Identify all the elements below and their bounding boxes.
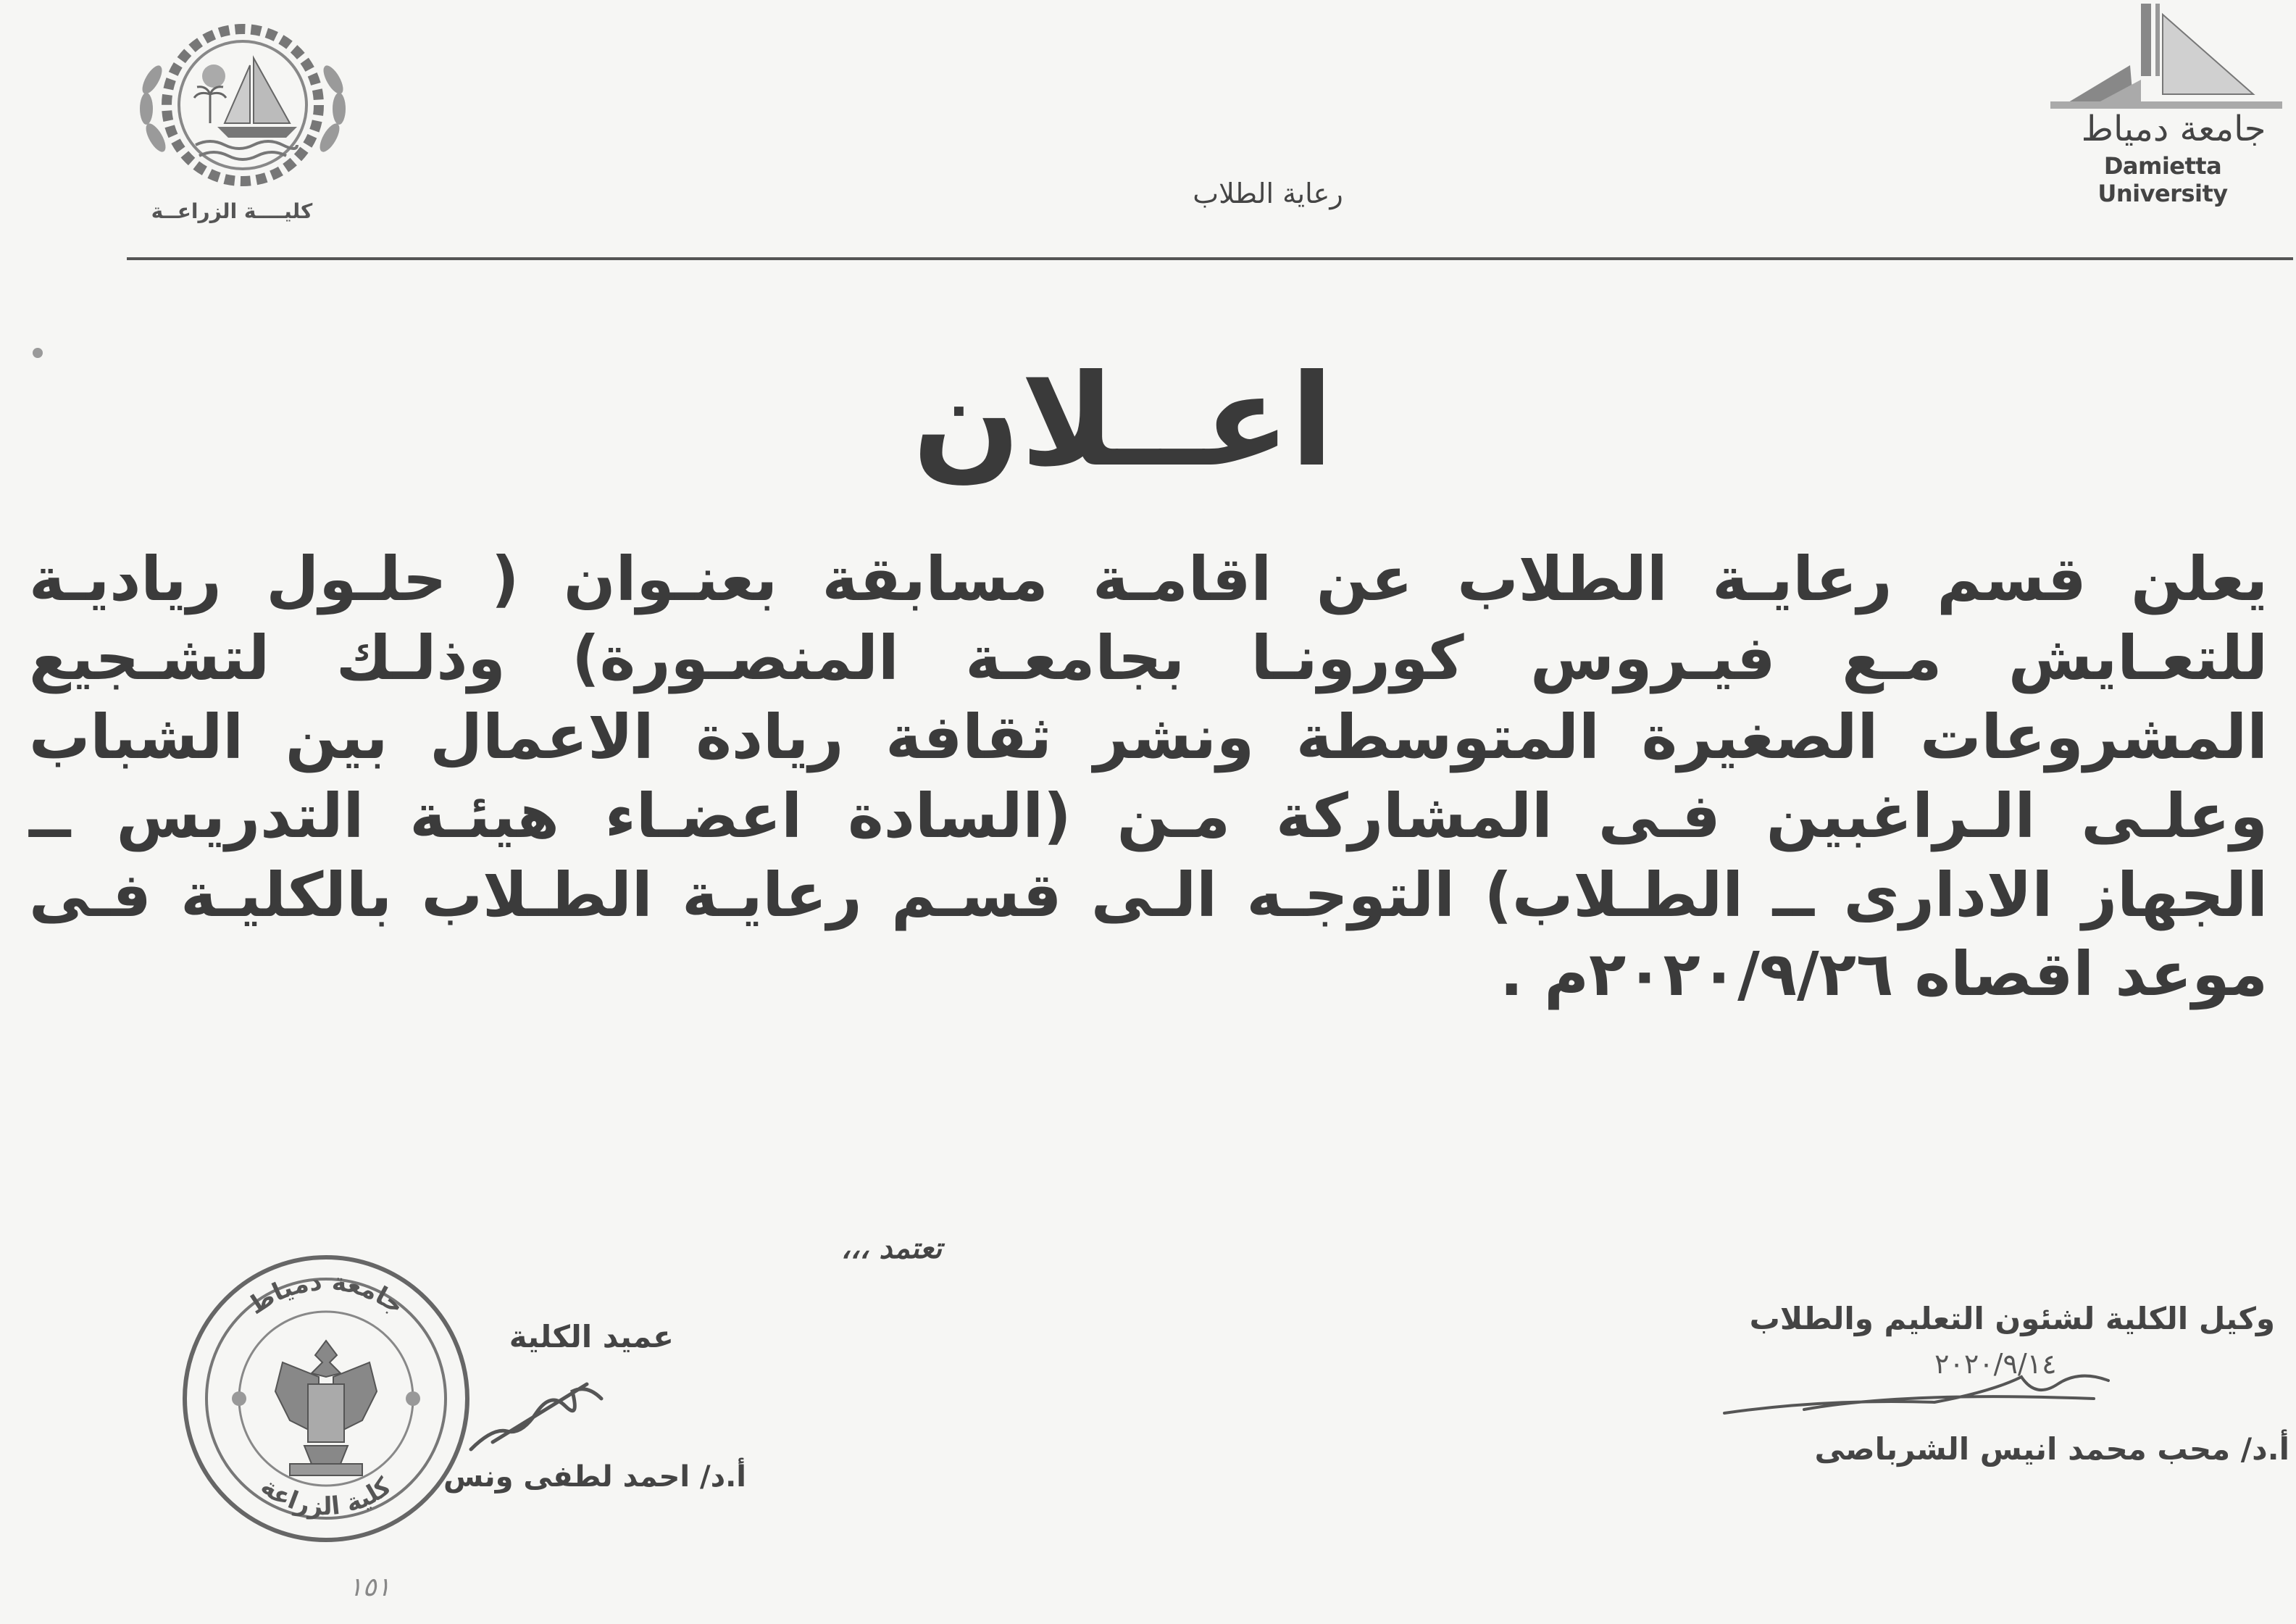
body-line: موعد اقصاه ٢٠٢٠/٩/٢٦م . (1500, 938, 2268, 1009)
faculty-logo (109, 14, 377, 225)
handwritten-signature-icon (464, 1362, 609, 1457)
stamp-text-top: جامعة دمياط (243, 1267, 410, 1321)
scan-speck (33, 348, 43, 358)
faculty-logo-caption: كليــــة الزراعــة (151, 199, 313, 223)
dean-title: عميد الكلية (509, 1319, 674, 1354)
vice-dean-date: ٢٠٢٠/٩/١٤ (1934, 1348, 2057, 1380)
university-name-arabic: جامعة دمياط (2081, 109, 2266, 149)
body-line: الجهاز الادارى ــ الطـلاب) التوجـه الـى قسـم رعايـة الطـلاب بالكليـة فـى (29, 859, 2268, 930)
faculty-emblem-icon (109, 14, 377, 196)
university-logo (2021, 0, 2289, 207)
vice-dean-name: أ.د/ محب محمد انيس الشرباصى (1814, 1431, 2289, 1467)
university-emblem-icon (2043, 0, 2289, 109)
announcement-body (29, 540, 2268, 1014)
dean-name: أ.د/ احمد لطفى ونس (443, 1460, 746, 1494)
vice-dean-signature (1717, 1348, 2123, 1428)
dean-signature (464, 1362, 609, 1457)
body-line: المشروعات الصغيرة المتوسطة ونشر ثقافة ريادة الاعمال بين الشباب (29, 701, 2268, 773)
approved-label: تعتمد ،،، (840, 1232, 942, 1265)
official-stamp (174, 1246, 478, 1551)
university-name-english: Damietta University (2097, 152, 2228, 207)
body-line: وعلـى الـراغبين فـى المشاركة مـن (السادة اعضـاء هيئـة التدريس ــ (29, 780, 2268, 851)
body-line: للتعـايش مـع فيـروس كورونـا بجامعـة المنصـورة) وذلـك لتشـجيع (29, 622, 2268, 694)
footer-mark: ١٥١ (348, 1573, 391, 1602)
header-divider (127, 257, 2293, 260)
body-line: يعلن قسم رعايـة الطلاب عن اقامـة مسابقة بعنـوان ( حلـول رياديـة (29, 544, 2268, 615)
department-label: رعاية الطلاب (1193, 178, 1343, 209)
eagle-seal-icon (174, 1246, 478, 1551)
stamp-text-bottom: كلية الزراعة (255, 1472, 397, 1522)
announcement-title: اعــلان (912, 348, 1334, 495)
handwritten-signature-icon (1717, 1348, 2123, 1428)
vice-dean-title: وكيل الكلية لشئون التعليم والطلاب (1749, 1301, 2275, 1336)
svg-text:كلية الزراعة (255, 1472, 396, 1521)
